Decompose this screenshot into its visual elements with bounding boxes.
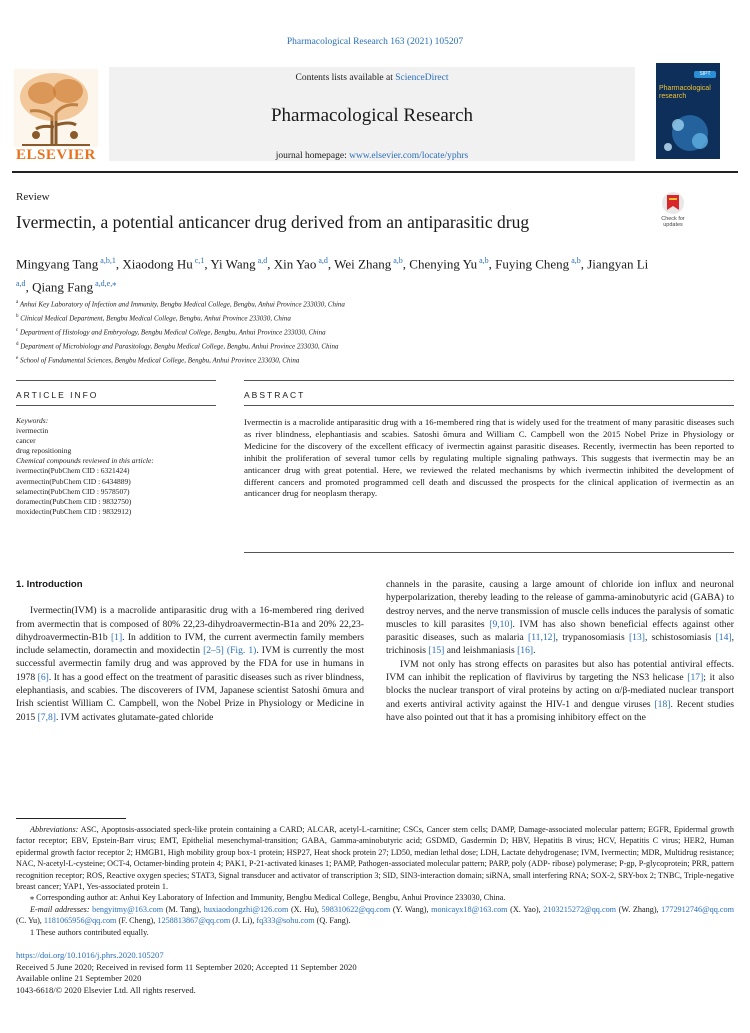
corresponding-author: ⁎ Corresponding author at: Anhui Key Laboratory of Infection and Immunity, Bengbu Medical College, Bengbu, Anhui Province 233030, China.	[30, 893, 506, 903]
email-owner: (Q. Fang).	[314, 916, 351, 926]
keywords-list	[16, 426, 216, 456]
citation-link[interactable]: [2–5]	[203, 645, 224, 657]
intro-paragraph-1-cont	[386, 578, 734, 658]
citation-link[interactable]: [9,10]	[489, 618, 513, 630]
abstract-rule	[244, 380, 734, 381]
footnote-rule	[16, 818, 126, 819]
author-name[interactable]: Qiang Fang	[32, 279, 94, 295]
keyword: cancer	[16, 436, 36, 446]
affiliation-item	[16, 311, 696, 325]
contents-line: Contents lists available at ScienceDirect	[295, 73, 449, 83]
footnotes	[16, 824, 734, 938]
citation-link[interactable]: [11,12]	[528, 632, 556, 644]
affiliation-marker: c	[16, 327, 19, 333]
body-text: .	[533, 645, 536, 657]
body-text: and leishmaniasis	[444, 645, 518, 657]
chem-compound: selamectin(PubChem CID : 9578507)	[16, 486, 130, 496]
chem-compound: avermectin(PubChem CID : 6434889)	[16, 476, 131, 486]
cover-title: Pharmacological research	[659, 85, 711, 100]
check-updates-icon	[654, 190, 692, 216]
sciencedirect-link[interactable]: ScienceDirect	[395, 73, 449, 83]
author-name[interactable]: Mingyang Tang	[16, 256, 99, 272]
cover-image	[656, 103, 720, 159]
citation-link[interactable]: [6]	[37, 671, 49, 683]
body-text: . IVM activates glutamate-gated chloride	[55, 711, 214, 723]
doi-link[interactable]: https://doi.org/10.1016/j.phrs.2020.105207	[16, 950, 164, 960]
affiliation-text: Department of Microbiology and Parasitology, Bengbu Medical College, Bengbu, Anhui Province 233030, China	[18, 342, 339, 351]
email-link[interactable]: 598310622@qq.com	[321, 904, 391, 914]
citation-link[interactable]: [14]	[715, 632, 732, 644]
email-addresses	[16, 904, 734, 927]
journal-reference[interactable]: Pharmacological Research 163 (2021) 105207	[286, 37, 464, 47]
affiliation-item	[16, 353, 696, 367]
journal-title: Pharmacological Research	[270, 105, 474, 126]
body-text: , trichinosis	[386, 632, 734, 657]
intro-paragraph-2	[386, 658, 734, 724]
affiliation-marker: b	[16, 313, 19, 319]
body-text: . In addition to IVM, the current avermectin family members include selamectin, doramectin and moxidectin	[16, 631, 364, 657]
email-owner: (Y. Wang),	[390, 904, 432, 914]
body-text: . IVM has also shown beneficial effects against other parasitic diseases, such as malaria	[386, 618, 734, 644]
body-text: Ivermectin(IVM) is a macrolide antiparasitic drug with a 16-membered ring derived from avermectin that is composed of 80% 22,23-dihydroavermectin-B1a and 20% 22,23-dihydroavermectin-B1b	[16, 605, 364, 643]
abstract-end-rule	[244, 552, 734, 553]
author-name[interactable]: Jiangyan Li	[587, 256, 649, 272]
chem-label: Chemical compounds reviewed in this article:	[16, 456, 154, 466]
author-name[interactable]: Fuying Cheng	[495, 256, 570, 272]
body-text: IVM not only has strong effects on parasites but also has potential antiviral effects. IVM can inhibit the replication of flavivirus by targeting the NS3 helicase	[386, 658, 734, 684]
body-text: ; it also blocks the nuclear transport of viral proteins by acting on α/β-mediated nuclear transport and exerts antiviral activity against the HIV-1 and dengue viruses	[386, 672, 734, 710]
email-link[interactable]: fq333@sohu.com	[256, 916, 315, 926]
info-rule	[16, 380, 216, 381]
affiliation-text: Department of Histology and Embryology, Bengbu Medical College, Bengbu, Anhui Province 233030, China	[18, 328, 326, 337]
article-type: Review	[16, 191, 50, 203]
keyword: drug repositioning	[16, 446, 72, 456]
body-text: . IVM is currently the most successful avermectin family drug and was approved by the FDA for use in humans in 1978	[16, 645, 365, 683]
abstract-heading: ABSTRACT	[244, 390, 306, 400]
email-owner: (F. Cheng),	[116, 916, 158, 926]
citation-link[interactable]: [18]	[654, 698, 671, 710]
keywords-label: Keywords:	[16, 416, 49, 425]
citation-link[interactable]: [1]	[110, 631, 123, 643]
paper-title: Ivermectin, a potential anticancer drug derived from an antiparasitic drug	[16, 212, 530, 232]
body-text: . It has a good effect on the treatment of parasitic diseases such as river blindness, elephantiasis, and scabies. The discoverers of IVM, Japanese scientist Satoshi ōmura and Irish scientist William C. Campbell, won the Nobel Prize in Physiology or Medicine in 2015	[16, 671, 364, 723]
email-owner: (X. Hu),	[288, 904, 322, 914]
citation-link[interactable]: [13]	[628, 632, 645, 644]
equal-contribution-note: 1 These authors contributed equally.	[30, 927, 149, 937]
body-text: , schistosomiasis	[644, 632, 716, 644]
chem-compound: doramectin(PubChem CID : 9832750)	[16, 496, 132, 506]
affiliation-marker: d	[16, 341, 19, 347]
citation-link[interactable]: [15]	[428, 645, 445, 657]
email-link[interactable]: 1181065956@qq.com	[43, 916, 117, 926]
abstract-text: Ivermectin is a macrolide antiparasitic drug with a 16-membered ring that is widely used for the treatment of many parasitic diseases such as river blindness, elephantiasis and scabies. Satoshi ōmura and William C. Campbell won the 2015 Nobel Prize in Physiology or Medicine for the discovery of the excellent efficacy of ivermectin against parasitic diseases. Recently, ivermectin has been reported to inhibit the proliferation of several tumor cells by regulating multiple signaling pathways. This suggests that ivermectin may be an anticancer drug with great potential. Here, we reviewed the related mechanisms by which ivermectin inhibited the development of different cancers and promoted programmed cell death and discussed the prospects for the clinical application of ivermectin as an anticancer drug for neoplasm therapy.	[244, 417, 734, 499]
affiliation-item	[16, 297, 696, 311]
affiliation-item	[16, 339, 696, 353]
citation-link[interactable]: (Fig. 1)	[226, 645, 257, 657]
abstract-rule-2	[244, 405, 734, 406]
publisher-name: ELSEVIER	[16, 147, 96, 163]
email-link[interactable]: 1258813867@qq.com	[157, 916, 231, 926]
right-column	[386, 578, 734, 724]
author-list: Mingyang Tang $^{a,b,1}$, Xiaodong Hu $^{c,1}$, Yi Wang $^{a,d}$, Xin Yao $^{a,d}$, Wei Zhang $^{a,b}$, Chenying Yu $^{a,b}$, Fuying Cheng $^{a,b}$, Jiangyan Li $^{a,d}$, Qiang Fang $^{a,d,e,⁎}$	[16, 256, 649, 295]
homepage-line: journal homepage: www.elsevier.com/locate/yphrs	[275, 151, 469, 161]
info-rule-2	[16, 405, 216, 406]
email-label: E-mail addresses:	[30, 904, 93, 914]
article-meta	[16, 950, 734, 997]
email-owner: (J. Li),	[230, 916, 257, 926]
affiliations	[16, 297, 696, 367]
email-owner: (C. Yu),	[16, 916, 44, 926]
email-link[interactable]: huxiaodongzhi@126.com	[203, 904, 289, 914]
cover-badge: SIPT	[694, 71, 716, 78]
body-text: . Recent studies have also pointed out that it has a promising inhibitory effect on the	[386, 698, 734, 723]
journal-homepage-link[interactable]: www.elsevier.com/locate/yphrs	[349, 151, 469, 161]
author-affil-marker[interactable]: c,1	[192, 256, 205, 265]
email-owner: (W. Zhang),	[616, 904, 662, 914]
citation-link[interactable]: [7,8]	[37, 711, 56, 723]
author-affil-marker[interactable]: a,d	[255, 256, 268, 265]
intro-paragraph-1	[16, 604, 364, 724]
author-affil-marker[interactable]: a,d,e,⁎	[93, 279, 117, 289]
header-rule	[12, 171, 738, 173]
chem-compound: ivermectin(PubChem CID : 6321424)	[16, 466, 130, 476]
article-info-heading: ARTICLE INFO	[16, 390, 99, 400]
chem-compound: moxidectin(PubChem CID : 9832912)	[16, 506, 132, 516]
article-info	[16, 416, 216, 517]
author-affil-marker[interactable]: a,b	[391, 256, 403, 265]
affiliation-marker: e	[16, 355, 19, 361]
check-for-updates-button[interactable]: Check for updates	[654, 190, 692, 230]
copyright: 1043-6618/© 2020 Elsevier Ltd. All rights reserved.	[16, 985, 196, 996]
affiliation-text: School of Fundamental Sciences, Bengbu Medical College, Bengbu, Anhui Province 233030, China	[18, 356, 300, 365]
journal-banner	[12, 63, 738, 163]
author-name[interactable]: Yi Wang	[210, 256, 256, 272]
author-affil-marker[interactable]: a,b,1	[98, 256, 116, 265]
citation-link[interactable]: [17]	[687, 672, 704, 684]
email-owner: (M. Tang),	[163, 904, 204, 914]
affiliation-item	[16, 325, 696, 339]
abbreviations: Abbreviations: ASC, Apoptosis-associated speck-like protein containing a CARD; ALCAR, acetyl-L-carnitine; CSCs, Cancer stem cells; DAMP, Damage-associated molecular pattern; EGFR, Epidermal growth factor receptor; EBV, Epstein-Barr virus; EMT, Epithelial mesenchymal-transition; GABA, Gamma-aminobutyric acid; GSDMD, Gasdermin D; HBV, Hepatitis B virus; HCV, Hepatitis C virus; HER2, Human epidermal growth factor receptor 2; HMGB1, High mobility group box-1 protein; HSP27, Heat shock protein 27; LD50, median lethal dose; LDH, Lactate dehydrogenase; IVM, Ivermectin; MDR, Multidrug resistance; NAC, N-acetyl-L-cysteine; OCT-4, Octamer-binding protein 4; PAK1, P-21-activated kinases 1; PAMP, Pathogen-associated molecular pattern; PARP, poly (ADP- ribose) polymerase; P-gp, P-glycoprotein; PRR, pattern recognition receptor; ROS, Reactive oxygen species; STAT3, Signal transducer and activator of transcription 3; SID, SIN3-interaction domain; siRNA, small interfering RNA; SOX-2, SRY-box 2; TNBC, Triple-negative breast cancer; YAP1, Yes-associated protein 1.	[16, 825, 734, 892]
affiliation-marker: a	[16, 300, 19, 305]
body-text: channels in the parasite, causing a large amount of chloride ion influx and neuronal hyperpolarization, thereby leading to the release of gamma-aminobutyric acid (GABA) to destroy nerves, and the nerve transmission of muscle cells induces the paralysis of somatic muscles to kill parasites	[386, 579, 734, 630]
citation-link[interactable]: [16]	[517, 645, 534, 657]
available-online: Available online 21 September 2020	[16, 973, 142, 984]
author-affil-marker[interactable]: a,b	[569, 256, 581, 265]
author-affil-marker[interactable]: a,b	[477, 256, 489, 265]
received-dates: Received 5 June 2020; Received in revised form 11 September 2020; Accepted 11 September 2020	[16, 961, 357, 972]
email-link[interactable]: 1772912746@qq.com	[661, 904, 734, 914]
author-affil-marker[interactable]: a,d	[316, 256, 328, 265]
affiliation-text: Anhui Key Laboratory of Infection and Immunity, Bengbu Medical College, Bengbu, Anhui Province 233030, China	[18, 300, 345, 309]
keyword: ivermectin	[16, 426, 49, 436]
left-column	[16, 578, 364, 724]
email-link[interactable]: 2103215272@qq.com	[543, 904, 617, 914]
author-name[interactable]: Chenying Yu	[409, 256, 478, 272]
email-link[interactable]: monicayx18@163.com	[431, 904, 508, 914]
body-text: , trypanosomiasis	[555, 632, 629, 644]
email-owner: (X. Yao),	[507, 904, 544, 914]
author-name[interactable]: Xiaodong Hu	[122, 256, 193, 272]
journal-cover-thumbnail[interactable]	[656, 63, 720, 159]
chem-list	[16, 466, 216, 516]
email-link[interactable]: bengyitmy@163.com	[92, 904, 164, 914]
section-heading-introduction: 1. Introduction	[16, 579, 83, 590]
journal-info-box	[109, 67, 635, 161]
author-name[interactable]: Xin Yao	[273, 256, 317, 272]
author-name[interactable]: Wei Zhang	[334, 256, 392, 272]
author-affil-marker[interactable]: a,d	[16, 279, 26, 289]
affiliation-text: Clinical Medical Department, Bengbu Medical College, Bengbu, Anhui Province 233030, China	[18, 314, 291, 323]
